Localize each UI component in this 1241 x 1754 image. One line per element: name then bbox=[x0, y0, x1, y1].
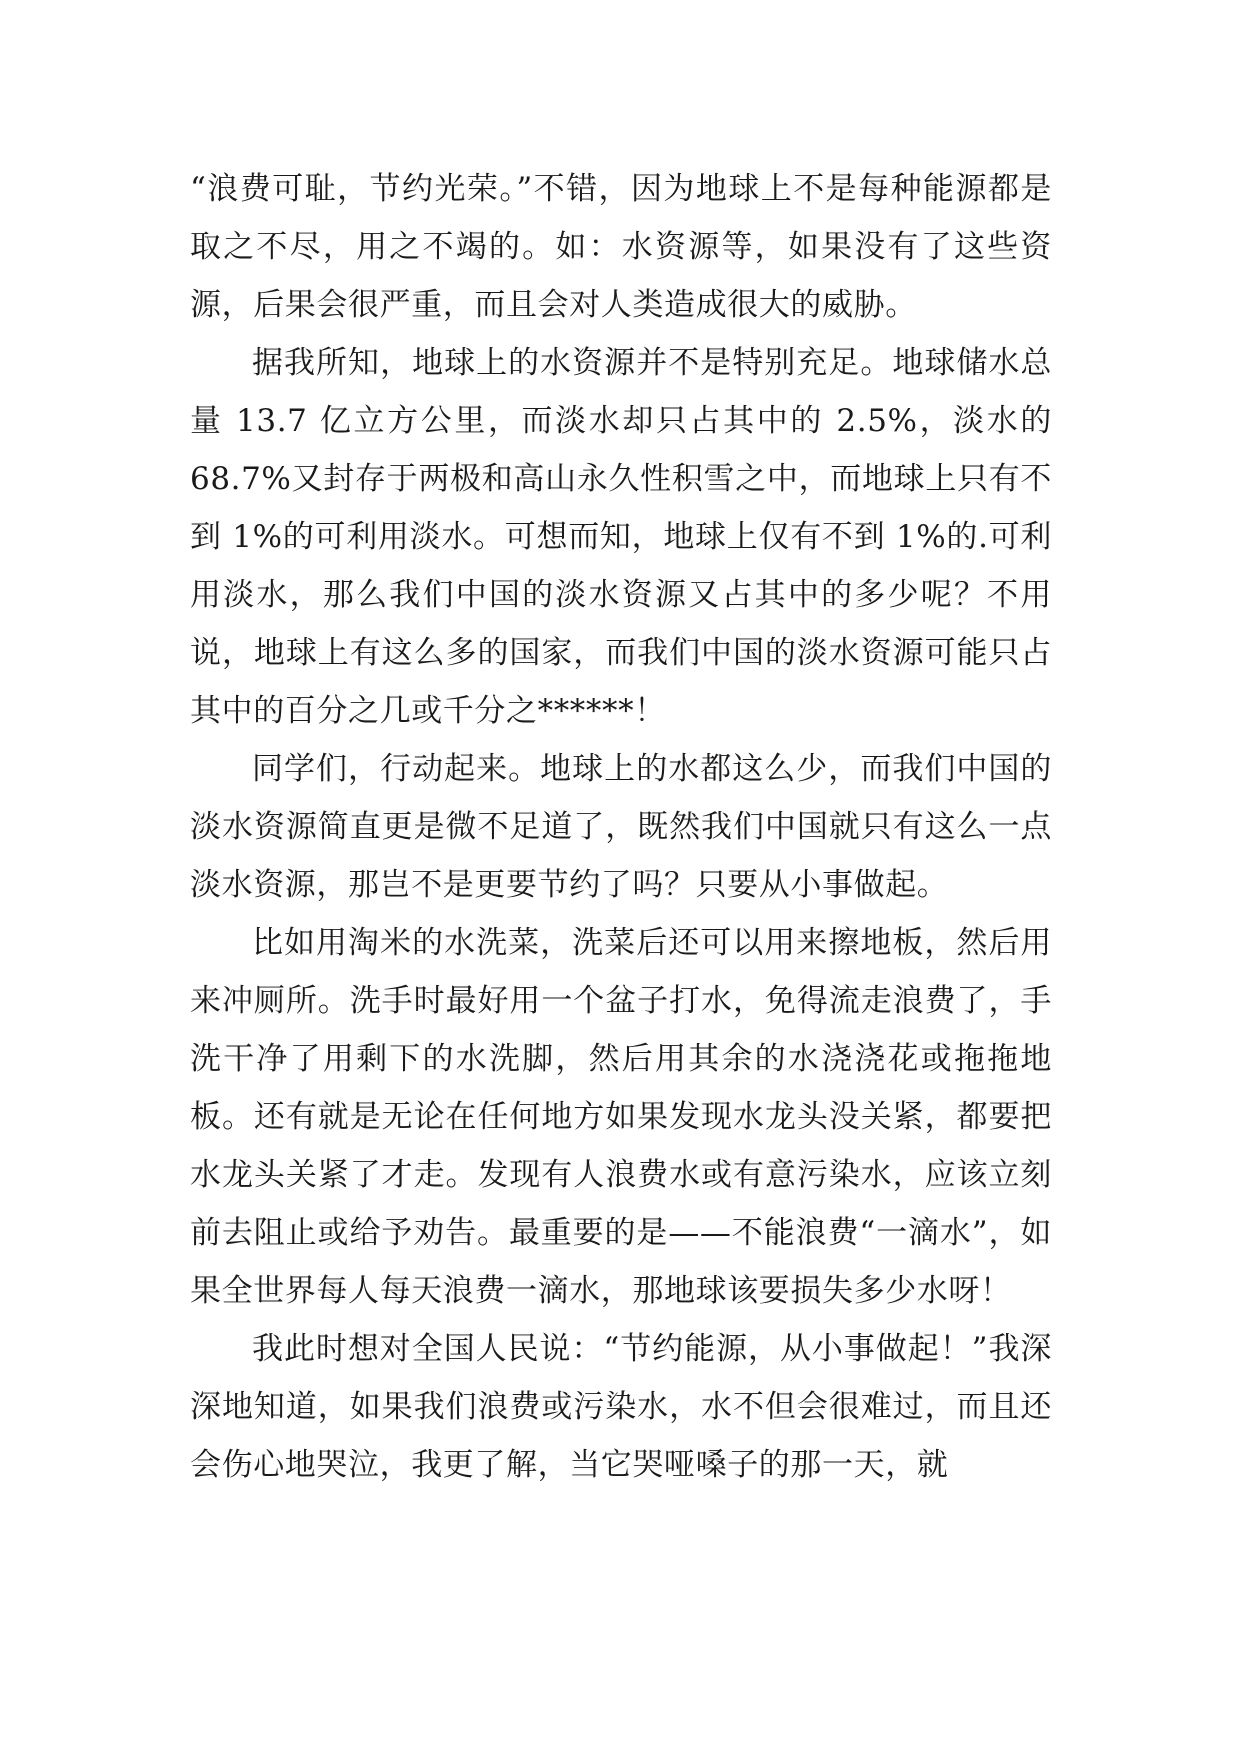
paragraph-water-statistics: 据我所知，地球上的水资源并不是特别充足。地球储水总量 13.7 亿立方公里，而淡水却只占其中的 2.5%，淡水的 68.7%又封存于两极和高山永久性积雪之中，而地球上只有不到 1%的可利用淡水。可想而知，地球上仅有不到 1%的.可利用淡水，那么我们中国的淡水资源又占其中的多少呢？不用说，地球上有这么多的国家，而我们中国的淡水资源可能只占其中的百分之几或千分之******！ bbox=[190, 345, 1052, 729]
paragraph-message-to-people: 我此时想对全国人民说：“节约能源，从小事做起！”我深深地知道，如果我们浪费或污染水，水不但会很难过，而且还会伤心地哭泣，我更了解，当它哭哑嗓子的那一天，就 bbox=[190, 1331, 1052, 1483]
document-body bbox=[190, 160, 1052, 1494]
paragraph-call-to-action: 同学们，行动起来。地球上的水都这么少，而我们中国的淡水资源简直更是微不足道了，既然我们中国就只有这么一点淡水资源，那岂不是更要节约了吗？只要从小事做起。 bbox=[190, 751, 1052, 903]
paragraph-waste-shame: “浪费可耻，节约光荣。”不错，因为地球上不是每种能源都是取之不尽，用之不竭的。如：水资源等，如果没有了这些资源，后果会很严重，而且会对人类造成很大的威胁。 bbox=[190, 171, 1052, 323]
paragraph-saving-examples: 比如用淘米的水洗菜，洗菜后还可以用来擦地板，然后用来冲厕所。洗手时最好用一个盆子打水，免得流走浪费了，手洗干净了用剩下的水洗脚，然后用其余的水浇浇花或拖拖地板。还有就是无论在任何地方如果发现水龙头没关紧，都要把水龙头关紧了才走。发现有人浪费水或有意污染水，应该立刻前去阻止或给予劝告。最重要的是——不能浪费“一滴水”，如果全世界每人每天浪费一滴水，那地球该要损失多少水呀！ bbox=[190, 925, 1052, 1309]
